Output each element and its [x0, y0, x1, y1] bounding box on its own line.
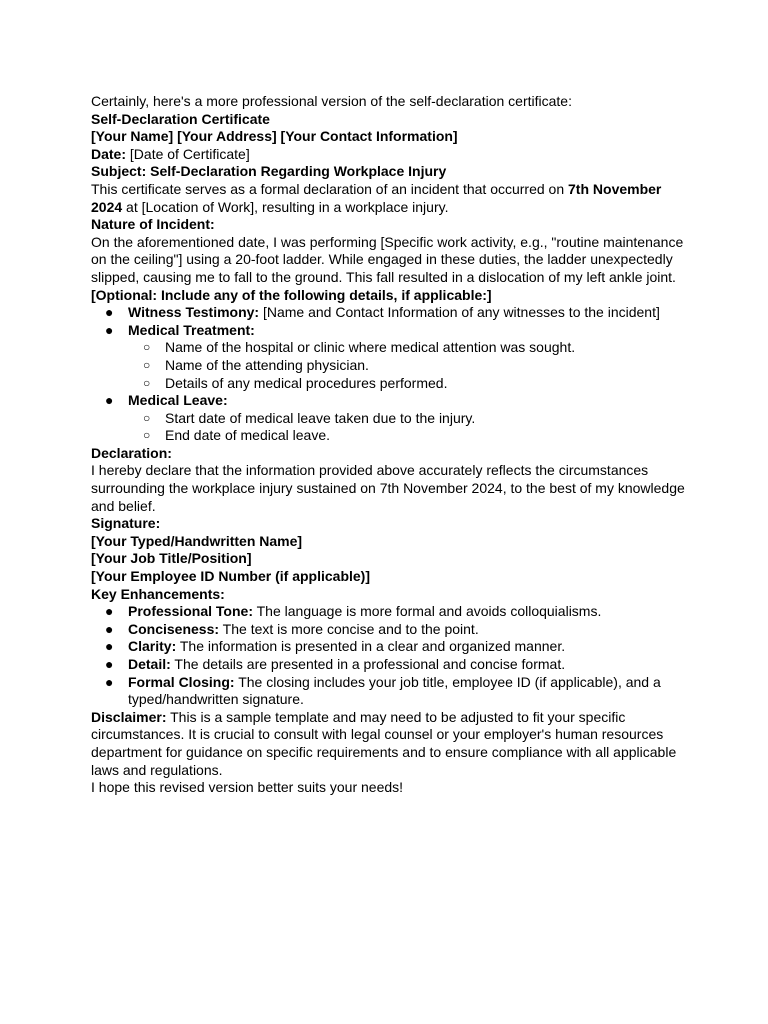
enhancements-list	[91, 603, 691, 709]
sublist-item-text: Name of the attending physician.	[165, 356, 369, 373]
enhancement-text: The details are presented in a professional and concise format.	[170, 656, 566, 672]
medical-treatment-label: Medical Treatment:	[128, 321, 255, 338]
enhancement-text: The text is more concise and to the point.	[219, 620, 479, 637]
sublist-item-text: Start date of medical leave taken due to the injury.	[165, 409, 476, 426]
witness-label: Witness Testimony:	[128, 304, 260, 321]
sublist-item	[91, 427, 691, 445]
list-item-witness	[91, 304, 691, 322]
certificate-statement	[91, 181, 691, 216]
bullet-icon: ●	[105, 620, 114, 637]
list-item	[91, 674, 691, 709]
sublist-item	[91, 375, 691, 393]
witness-text: [Name and Contact Information of any witnesses to the incident]	[259, 304, 660, 321]
enhancement-label: Clarity:	[128, 638, 177, 655]
signature-employee-id: [Your Employee ID Number (if applicable)]	[91, 568, 371, 585]
list-item	[91, 638, 691, 656]
sublist-item	[91, 410, 691, 428]
sublist-item-text: End date of medical leave.	[165, 427, 330, 444]
statement-after: at [Location of Work], resulting in a workplace injury.	[122, 198, 449, 215]
bullet-icon: ●	[105, 603, 114, 620]
enhancements-heading: Key Enhancements:	[91, 585, 225, 602]
hollow-bullet-icon: ○	[143, 375, 151, 390]
list-item-medical-leave	[91, 392, 691, 410]
date-label: Date:	[91, 145, 127, 162]
list-item	[91, 621, 691, 639]
hollow-bullet-icon: ○	[143, 340, 151, 355]
date-value: [Date of Certificate]	[126, 145, 250, 162]
enhancement-text: The information is presented in a clear and organized manner.	[176, 638, 566, 655]
sublist-item	[91, 357, 691, 375]
medical-leave-sublist	[91, 410, 691, 445]
sublist-item-text: Name of the hospital or clinic where medical attention was sought.	[165, 339, 576, 356]
enhancement-label: Formal Closing:	[128, 673, 235, 690]
statement-date: 7th November 2024	[91, 180, 662, 215]
signature-title: [Your Job Title/Position]	[91, 550, 252, 567]
declaration-text: I hereby declare that the information provided above accurately reflects the circumstances surrounding the workplace injury sustained on 7th November 2024, to the best of my knowledge and belief.	[91, 462, 685, 514]
optional-list	[91, 304, 691, 339]
bullet-icon: ●	[105, 321, 114, 338]
enhancement-label: Detail:	[128, 656, 171, 672]
disclaimer-label: Disclaimer:	[91, 708, 167, 725]
enhancement-text: The closing includes your job title, employee ID (if applicable), and a typed/handwritten signature.	[128, 673, 661, 708]
nature-heading: Nature of Incident:	[91, 216, 215, 233]
list-item	[91, 656, 691, 674]
declaration-heading: Declaration:	[91, 444, 172, 461]
hollow-bullet-icon: ○	[143, 428, 151, 443]
bullet-icon: ●	[105, 673, 114, 690]
enhancement-label: Conciseness:	[128, 620, 220, 637]
document-page	[91, 93, 691, 797]
medical-leave-label: Medical Leave:	[128, 392, 228, 409]
signature-heading: Signature:	[91, 515, 161, 532]
enhancement-text: The language is more formal and avoids colloquialisms.	[252, 603, 602, 620]
certificate-title: Self-Declaration Certificate	[91, 110, 270, 127]
bullet-icon: ●	[105, 638, 114, 655]
disclaimer-paragraph	[91, 709, 691, 779]
optional-list-continued	[91, 392, 691, 410]
sublist-item	[91, 339, 691, 357]
disclaimer-text: This is a sample template and may need to be adjusted to fit your specific circumstances. It is crucial to consult with legal counsel or your employer's human resources department for guidance on specific requirements and to ensure compliance with all applicable laws and regulations.	[91, 708, 677, 778]
intro-text: Certainly, here's a more professional version of the self-declaration certificate:	[91, 93, 572, 109]
nature-text: On the aforementioned date, I was performing [Specific work activity, e.g., "routine maintenance on the ceiling"] using a 20-foot ladder. While engaged in these duties, the ladder unexpectedly slipped, causing me to fall to the ground. This fall resulted in a dislocation of my left ankle joint.	[91, 233, 684, 285]
optional-heading: [Optional: Include any of the following details, if applicable:]	[91, 286, 492, 303]
bullet-icon: ●	[105, 392, 114, 409]
bullet-icon: ●	[105, 656, 114, 672]
signature-name: [Your Typed/Handwritten Name]	[91, 532, 303, 549]
list-item	[91, 603, 691, 621]
closing-text: I hope this revised version better suits your needs!	[91, 779, 404, 796]
medical-treatment-sublist	[91, 339, 691, 392]
statement-before: This certificate serves as a formal declaration of an incident that occurred on	[91, 180, 569, 197]
contact-placeholders: [Your Name] [Your Address] [Your Contact Information]	[91, 128, 458, 145]
hollow-bullet-icon: ○	[143, 357, 151, 372]
hollow-bullet-icon: ○	[143, 410, 151, 425]
date-line	[91, 146, 691, 164]
sublist-item-text: Details of any medical procedures performed.	[165, 374, 448, 391]
enhancement-label: Professional Tone:	[128, 603, 253, 620]
list-item-medical-treatment	[91, 322, 691, 340]
bullet-icon: ●	[105, 304, 114, 321]
subject-line: Subject: Self-Declaration Regarding Workplace Injury	[91, 163, 447, 180]
